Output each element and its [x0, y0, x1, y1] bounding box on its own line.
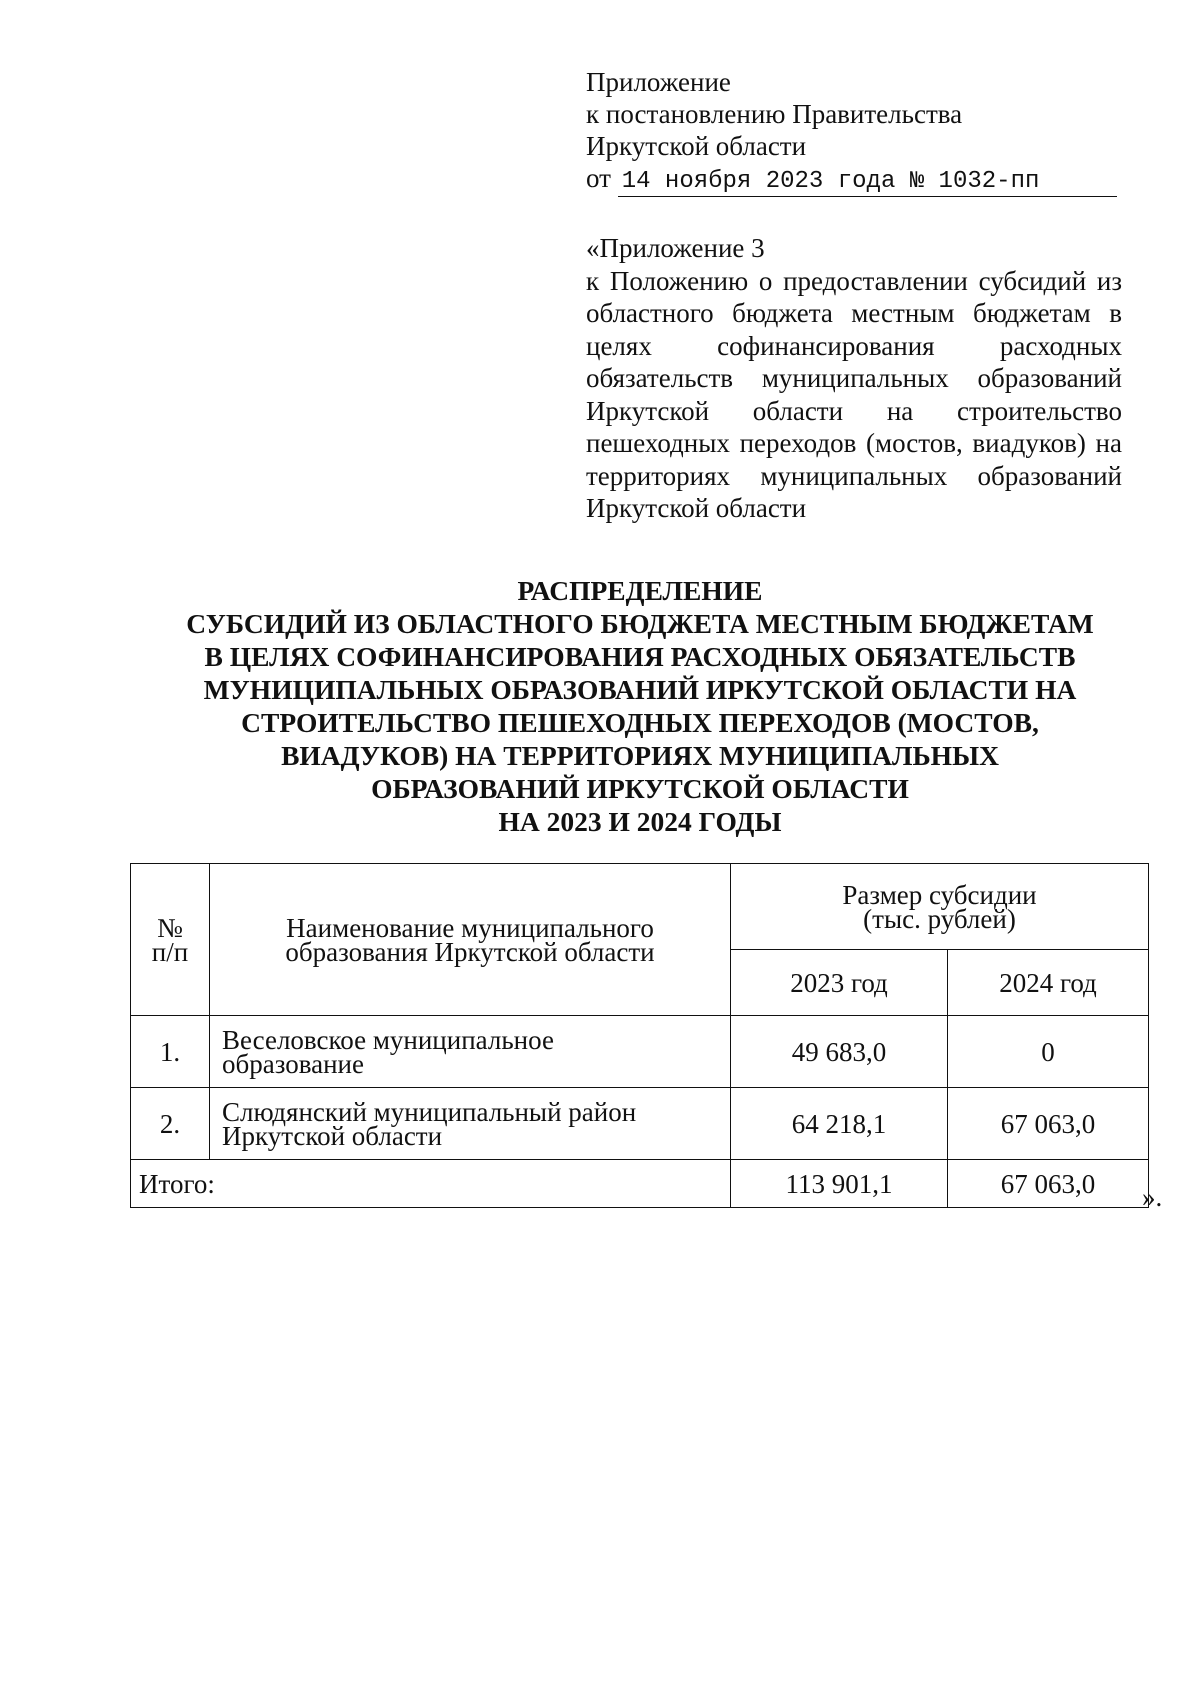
row-name-line: образование	[222, 1048, 364, 1079]
approval-date-row	[586, 162, 1106, 197]
title-line: МУНИЦИПАЛЬНЫХ ОБРАЗОВАНИЙ ИРКУТСКОЙ ОБЛАСТИ НА	[203, 674, 1077, 705]
title-line: В ЦЕЛЯХ СОФИНАНСИРОВАНИЯ РАСХОДНЫХ ОБЯЗАТЕЛЬСТВ	[204, 641, 1076, 672]
subsidy-table	[130, 863, 1149, 1208]
approval-block	[586, 66, 1106, 197]
header-year-2023: 2023 год	[731, 950, 948, 1016]
approval-line: Иркутской области	[586, 131, 807, 161]
row-num: 2.	[131, 1088, 210, 1160]
title-line: НА 2023 И 2024 ГОДЫ	[498, 806, 782, 837]
decree-date-number: 14 ноября 2023 года № 1032-пп	[618, 168, 1117, 197]
row-name	[210, 1016, 731, 1088]
appendix-title: «Приложение 3	[586, 233, 765, 263]
row-name-line: Слюдянский муниципальный район	[222, 1096, 637, 1127]
approval-line: к постановлению Правительства	[586, 99, 963, 129]
header-num-symbol: №	[157, 912, 183, 943]
row-name-line: Иркутской области	[222, 1120, 443, 1151]
header-name-line: образования Иркутской области	[285, 936, 655, 967]
row-name-line: Веселовское муниципальное	[222, 1024, 554, 1055]
closing-quote: ».	[1142, 1182, 1163, 1212]
table-row	[131, 1016, 1149, 1088]
total-value-2024: 67 063,0	[948, 1160, 1149, 1208]
header-name	[210, 864, 731, 1016]
appendix-body: к Положению о предоставлении субсидий из областного бюджета местным бюджетам в целях софинансирования расходных обязательств муниципальных образований Иркутской области на строительство пешеходных переходов (мостов, виадуков) на территориях муниципальных образований Иркутской области	[586, 265, 1122, 523]
table-header-row	[131, 864, 1149, 950]
title-line: РАСПРЕДЕЛЕНИЕ	[517, 575, 763, 606]
document-title	[60, 574, 1200, 838]
row-value-2024: 67 063,0	[948, 1088, 1149, 1160]
row-value-2023: 49 683,0	[731, 1016, 948, 1088]
row-num: 1.	[131, 1016, 210, 1088]
title-line: ВИАДУКОВ) НА ТЕРРИТОРИЯХ МУНИЦИПАЛЬНЫХ	[281, 740, 999, 771]
appendix-block	[586, 232, 1122, 525]
table-total-row	[131, 1160, 1149, 1208]
title-line: ОБРАЗОВАНИЙ ИРКУТСКОЙ ОБЛАСТИ	[371, 773, 909, 804]
header-subsidy	[731, 864, 1149, 950]
header-subsidy-line: Размер субсидии	[842, 879, 1037, 910]
total-label: Итого:	[131, 1160, 731, 1208]
title-line: СТРОИТЕЛЬСТВО ПЕШЕХОДНЫХ ПЕРЕХОДОВ (МОСТОВ,	[241, 707, 1039, 738]
header-name-line: Наименование муниципального	[286, 912, 654, 943]
date-prefix: от	[586, 163, 611, 193]
row-value-2024: 0	[948, 1016, 1149, 1088]
row-value-2023: 64 218,1	[731, 1088, 948, 1160]
row-name	[210, 1088, 731, 1160]
approval-line: Приложение	[586, 67, 731, 97]
total-value-2023: 113 901,1	[731, 1160, 948, 1208]
header-subsidy-unit: (тыс. рублей)	[863, 903, 1016, 934]
header-year-2024: 2024 год	[948, 950, 1149, 1016]
table-row	[131, 1088, 1149, 1160]
title-line: СУБСИДИЙ ИЗ ОБЛАСТНОГО БЮДЖЕТА МЕСТНЫМ БЮДЖЕТАМ	[186, 608, 1094, 639]
header-num-abbr: п/п	[151, 936, 189, 967]
header-num	[131, 864, 210, 1016]
